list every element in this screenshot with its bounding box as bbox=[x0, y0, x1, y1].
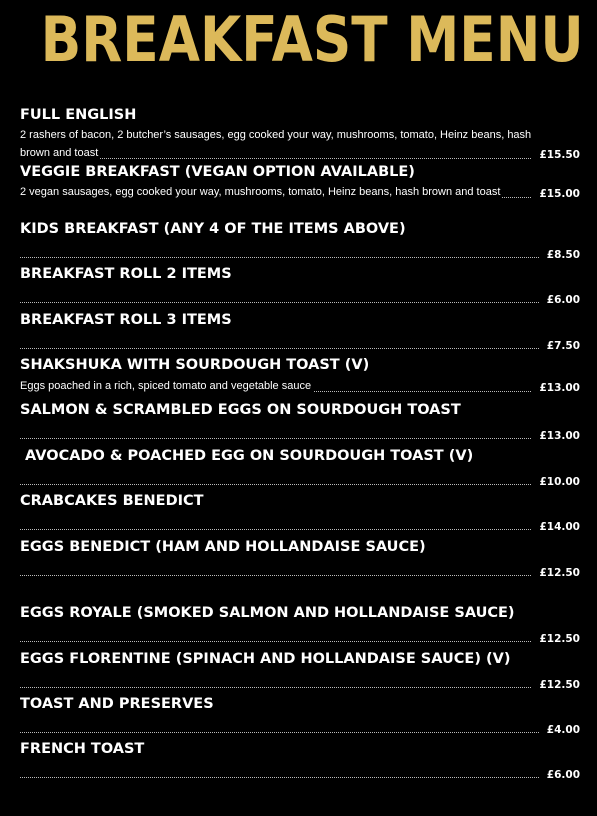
item-name: BREAKFAST ROLL 3 ITEMS bbox=[20, 312, 232, 328]
item-price: £8.50 bbox=[546, 249, 580, 261]
menu-item-salmon-scrambled-eggs bbox=[20, 400, 580, 442]
dotted-leader bbox=[20, 484, 531, 485]
dotted-leader bbox=[20, 777, 539, 778]
dotted-leader bbox=[20, 302, 539, 303]
item-description: Eggs poached in a rich, spiced tomato and vegetable sauce bbox=[20, 380, 312, 392]
item-price: £12.50 bbox=[539, 633, 580, 645]
item-description: 2 vegan sausages, egg cooked your way, mushrooms, tomato, Heinz beans, hash brown and toast bbox=[20, 186, 501, 198]
menu-item-toast-preserves bbox=[20, 694, 580, 736]
item-price: £15.50 bbox=[539, 149, 580, 161]
item-price: £10.00 bbox=[539, 476, 580, 488]
item-price: £6.00 bbox=[546, 294, 580, 306]
item-name: EGGS ROYALE (SMOKED SALMON AND HOLLANDAISE SAUCE) bbox=[20, 605, 515, 621]
item-price: £14.00 bbox=[539, 521, 580, 533]
dotted-leader bbox=[20, 687, 531, 688]
item-description: 2 rashers of bacon, 2 butcher’s sausages, egg cooked your way, mushrooms, tomato, Heinz beans, hash brown and toast bbox=[20, 129, 532, 159]
item-price: £7.50 bbox=[546, 340, 580, 352]
dotted-leader bbox=[20, 438, 531, 439]
menu-item-crabcakes-benedict bbox=[20, 491, 580, 533]
item-name: CRABCAKES BENEDICT bbox=[20, 493, 204, 509]
menu-item-shakshuka bbox=[20, 355, 580, 394]
menu-item-full-english bbox=[20, 105, 580, 161]
item-price: £6.00 bbox=[546, 769, 580, 781]
dotted-leader bbox=[20, 529, 531, 530]
menu-item-avocado-poached-egg bbox=[20, 446, 580, 488]
item-price: £12.50 bbox=[539, 567, 580, 579]
dotted-leader bbox=[20, 732, 539, 733]
menu-item-veggie-breakfast bbox=[20, 162, 580, 200]
menu-item-breakfast-roll-2 bbox=[20, 264, 580, 306]
menu-item-eggs-royale bbox=[20, 603, 580, 645]
menu-title: BREAKFAST MENU bbox=[40, 3, 584, 76]
menu-item-eggs-florentine bbox=[20, 649, 580, 691]
item-price: £15.00 bbox=[539, 188, 580, 200]
item-name: SHAKSHUKA WITH SOURDOUGH TOAST (V) bbox=[20, 357, 370, 373]
item-name: KIDS BREAKFAST (ANY 4 OF THE ITEMS ABOVE) bbox=[20, 221, 406, 237]
item-name: VEGGIE BREAKFAST (VEGAN OPTION AVAILABLE) bbox=[20, 164, 415, 180]
menu-item-breakfast-roll-3 bbox=[20, 310, 580, 352]
item-name: EGGS FLORENTINE (SPINACH AND HOLLANDAISE SAUCE) (V) bbox=[20, 651, 511, 667]
menu-item-kids-breakfast bbox=[20, 219, 580, 261]
item-name: AVOCADO & POACHED EGG ON SOURDOUGH TOAST (V) bbox=[20, 448, 474, 464]
item-name: BREAKFAST ROLL 2 ITEMS bbox=[20, 266, 232, 282]
menu-item-french-toast bbox=[20, 739, 580, 781]
dotted-leader bbox=[20, 257, 539, 258]
dotted-leader bbox=[20, 575, 531, 576]
item-name: SALMON & SCRAMBLED EGGS ON SOURDOUGH TOAST bbox=[20, 402, 461, 418]
item-name: EGGS BENEDICT (HAM AND HOLLANDAISE SAUCE) bbox=[20, 539, 426, 555]
item-name: FULL ENGLISH bbox=[20, 107, 137, 123]
item-price: £13.00 bbox=[539, 382, 580, 394]
item-price: £4.00 bbox=[546, 724, 580, 736]
item-name: TOAST AND PRESERVES bbox=[20, 696, 214, 712]
item-price: £13.00 bbox=[539, 430, 580, 442]
dotted-leader bbox=[20, 348, 539, 349]
item-price: £12.50 bbox=[539, 679, 580, 691]
menu-item-eggs-benedict bbox=[20, 537, 580, 579]
dotted-leader bbox=[20, 641, 531, 642]
item-name: FRENCH TOAST bbox=[20, 741, 145, 757]
